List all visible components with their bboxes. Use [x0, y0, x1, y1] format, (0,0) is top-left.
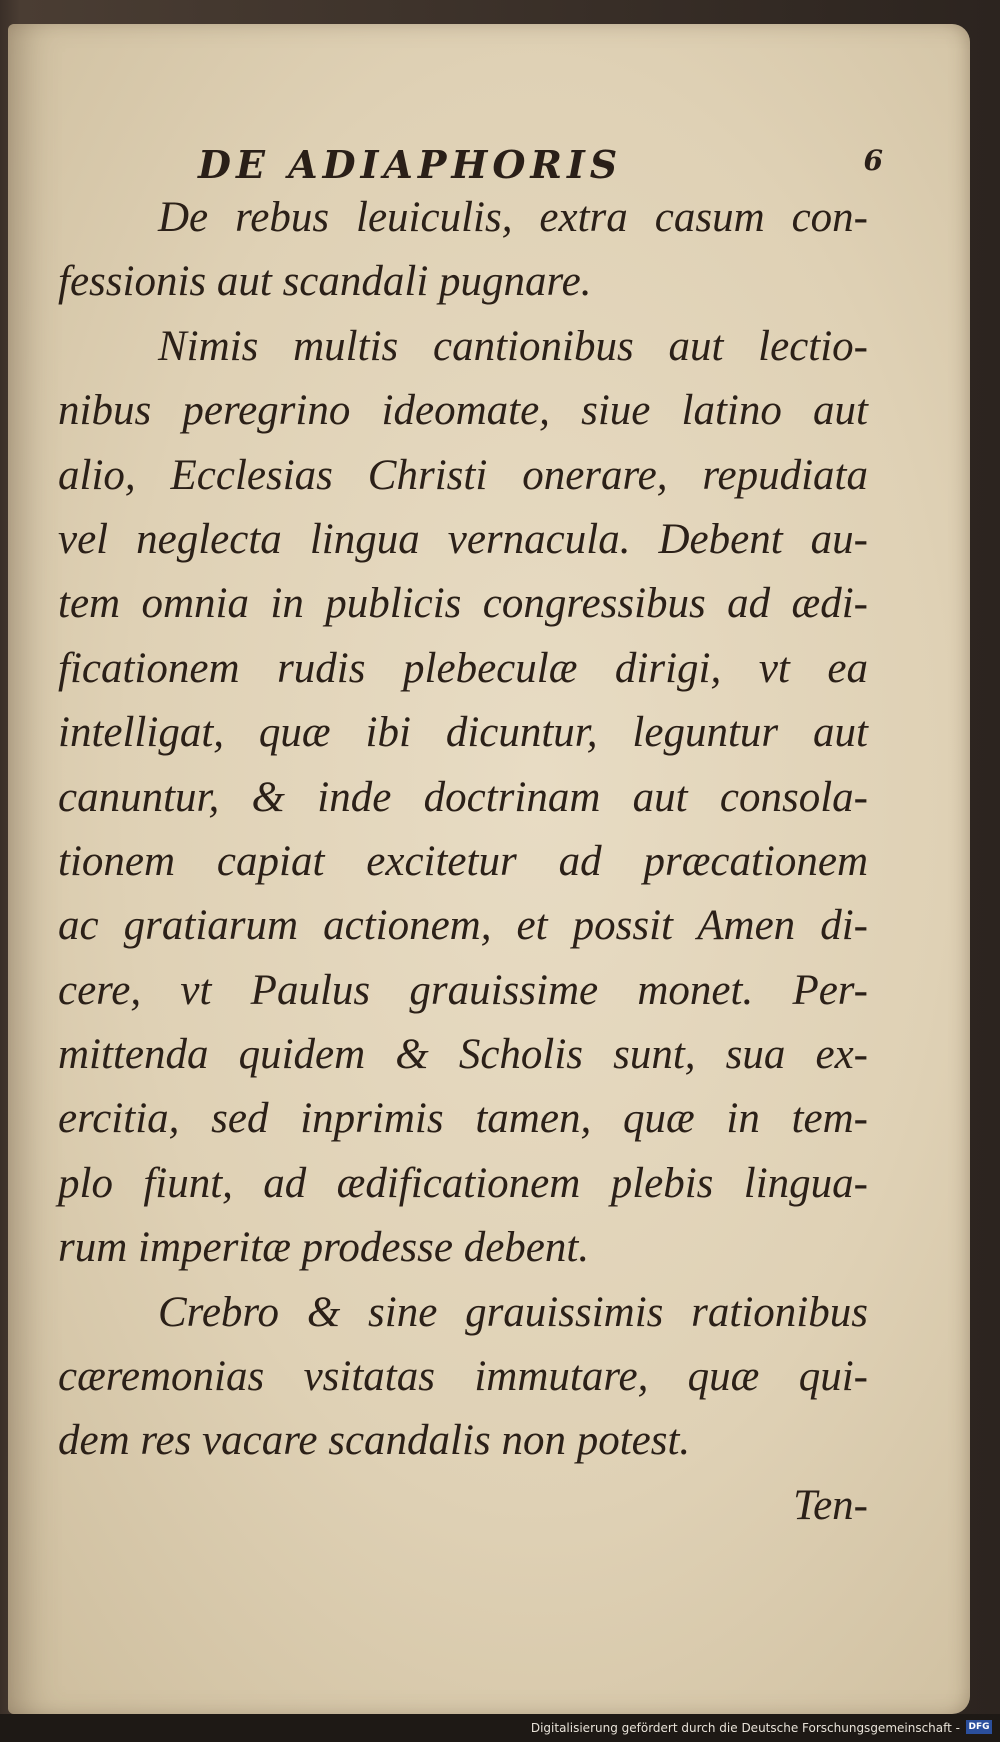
text-line: tem omnia in publicis congressibus ad ædi- — [58, 580, 868, 628]
text-line: Nimis multis cantionibus aut lectio- — [158, 322, 868, 370]
body-text — [58, 186, 868, 1538]
text-line: canuntur, & inde doctrinam aut consola- — [58, 773, 868, 821]
text-line: Crebro & sine grauissimis rationibus — [158, 1288, 868, 1336]
text-line: ac gratiarum actionem, et possit Amen di- — [58, 902, 868, 950]
text-line: dem res vacare scandalis non potest. — [58, 1417, 691, 1465]
folio-number: 6 — [863, 144, 888, 177]
running-head-title: DE ADIAPHORIS — [198, 142, 623, 187]
catchword: Ten- — [793, 1481, 868, 1529]
digitization-footer — [0, 1714, 1000, 1742]
text-line: vel neglecta lingua vernacula. Debent au- — [58, 515, 868, 563]
text-line: ercitia, sed inprimis tamen, quæ in tem- — [58, 1095, 868, 1143]
dfg-logo: DFG — [966, 1720, 992, 1734]
text-line: cere, vt Paulus grauissime monet. Per- — [58, 966, 868, 1014]
text-line: tionem capiat excitetur ad præcationem — [58, 837, 868, 885]
text-line: plo fiunt, ad ædificationem plebis lingua- — [58, 1159, 868, 1207]
text-line: alio, Ecclesias Christi onerare, repudiata — [58, 451, 868, 499]
text-line: De rebus leuiculis, extra casum con- — [158, 194, 868, 241]
text-line: fessionis aut scandali pugnare. — [58, 258, 592, 306]
text-line: rum imperitæ prodesse debent. — [58, 1224, 590, 1272]
text-line: intelligat, quæ ibi dicuntur, leguntur aut — [58, 709, 868, 757]
text-line: cæremonias vsitatas immutare, quæ qui- — [58, 1353, 868, 1401]
text-line: nibus peregrino ideomate, siue latino aut — [58, 387, 868, 435]
text-line: mittenda quidem & Scholis sunt, sua ex- — [58, 1031, 868, 1079]
funding-credit: Digitalisierung gefördert durch die Deutsche Forschungsgemeinschaft - — [530, 1721, 960, 1735]
text-line: ficationem rudis plebeculæ dirigi, vt ea — [58, 644, 868, 692]
